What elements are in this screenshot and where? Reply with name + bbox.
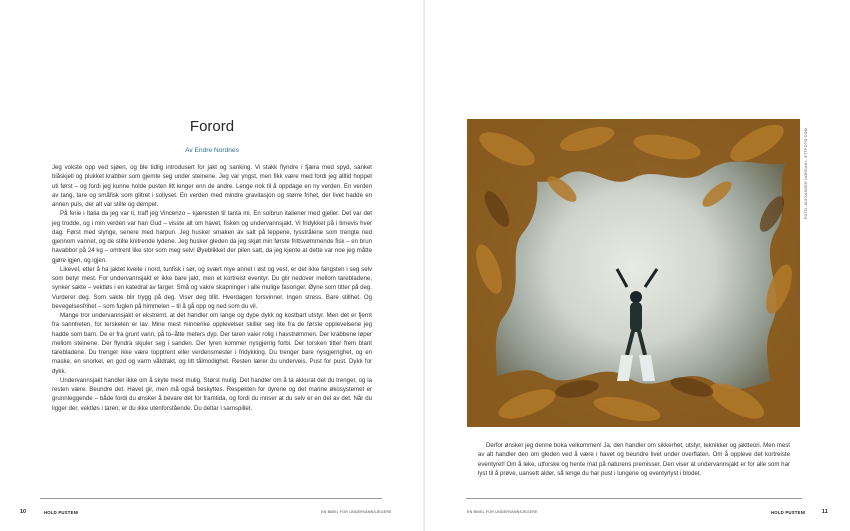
diver-photo — [467, 119, 800, 427]
paragraph: På ferie i Italia da jeg var ti, traff jeg Vincenzo – kjæresten til tanta mi. En solbrun italiener med gjeller. Det var det jeg trodde, og i min verden var han Gud – visste alt om havet, fisken og undervannsjakt. Vi fridykket på i timevis hver dag. Først med slynge, senere med harpun. Jeg husker smaken av salt på leppene, lysstrålene som trengte ned gjennom vannet, og de stille knitrende lydene. Jeg husker gleden da jeg skjøt min første frittsvømmende fisk – en brun havabbor på 24 kg – omtrent like stor som meg selv! Øyeblikket der pilen satt, da jeg kjente at dette var noe jeg måtte gjøre igjen, og igjen. — [52, 210, 372, 264]
paragraph: Likevel, etter å ha jaktet kveite i nord, tunfisk i sør, og svært mye annet i øst og vest, er det ikke fangsten i seg selv som betyr mest. For undervannsjakt er ikke bare jakt, men et kortreist eventyr. Du glir nedover mellom tarebladene, synker sakte – vektløs i en katedral av farger. Små og vakre skapninger i alle mulige fasonger. Øyne som titter på deg. Vurderer deg. Som sakte blir trygg på deg. Viser deg tillit. Hverdagen forsvinner. Ingen stress. Bare stillhet. Og bevegelsesfrihet – som fuglen på himmelen – til å gå opp og ned som du vil. — [52, 265, 372, 310]
page-title: Forord — [189, 118, 235, 135]
paragraph: Derfor ønsker jeg denne boka velkommen! Ja, den handler om sikkerhet, utstyr, teknikker og jaktteori. Men mest av alt handler den om gleden ved å være i havet og beundre livet under overflaten. Om å oppleve det kortreiste eventyret! Om å leke, utforske og hente mat på naturens premisser. Den viser at undervannsjakt er for alle som har lyst til å prøve, uansett alder, så lenge du har pust i lungene og eventyrlyst i blodet. — [478, 442, 790, 477]
paragraph: Undervannsjakt handler ikke om å skyte mest mulig. Størst mulig. Det handler om å ta akkurat det du trenger, og la resten være. Beundre det. Havet gir, men må også beskyttes. Respekten for dyrene og det marine økosystemet er grunnleggende – både fordi du ønsker å bevare det for framtida, og fordi du innser at du selv er en del av det. Når du ligger der, vektløs i taren, er du ikke utenforstående. Du deltar i samspillet. — [52, 376, 372, 412]
footer-rule — [40, 498, 382, 499]
paragraph: Mange tror undervannsjakt er ekstremt, at det handler om lange og dype dykk og kostbart utstyr. Men det er fjernt fra sannheten, for terskelen er lav. Mine mest minnerike opplevelser skiller seg lite fra de første opplevelsene jeg hadde som barn. De er fra grunt vann, på to–åtte meters dyp. Der taren vaier rolig i havstrømmen. Der krabbene løper mellom steinene. Der flyndra skjuler seg i sanden. Der lyren kommer nysgjerrig forbi. Der torsken titter frem blant tarebladene. Du trenger ikke være topptrent eller verdensmester i fridykking. Du trenger bare nysgjerrighet, og en maske, en snorkel, en god og varm våtdrakt, og litt tålmodighet. Resten lærer du underveis. Pust for pust. Dykk for dykk. — [52, 312, 372, 375]
foreword-continuation — [478, 441, 790, 478]
author-byline: Av Endre Nordnes — [185, 147, 239, 154]
photo-credit: FOTO: ALEXANDER NORDAHL, ETTFOTO.COM — [804, 128, 808, 219]
page-number-left: 10 — [20, 509, 26, 515]
book-subtitle-right: EN BIBEL FOR UNDERVANNSJEGERE — [467, 510, 538, 514]
running-head-left: HOLD PUSTEN! — [44, 510, 79, 515]
foreword-body — [52, 163, 372, 413]
footer-rule — [466, 498, 802, 499]
page-number-right: 11 — [822, 509, 828, 515]
paragraph: Jeg vokste opp ved sjøen, og ble tidlig introdusert for jakt og sanking. Vi stakk flyndre i fjæra med spyd, sanket blåskjell og plukket krabber som gjemte seg under steinene. Jeg var yngst, men fikk være med fordi jeg alltid hoppet uti først – og fordi jeg kunne holde pusten litt lenger enn de andre. Lenge nok til å oppdage en ny verden. En verden av tang, tare og småfisk som glitret i sollyset. En verden med mindre gravitasjon og større frihet, der livet hadde en annen puls, der alt var stille og dempet. — [52, 164, 372, 208]
kelp-diver-illustration — [467, 119, 800, 427]
book-subtitle-left: EN BIBEL FOR UNDERVANNSJEGERE — [321, 510, 392, 514]
running-head-right: HOLD PUSTEN! — [771, 510, 806, 515]
